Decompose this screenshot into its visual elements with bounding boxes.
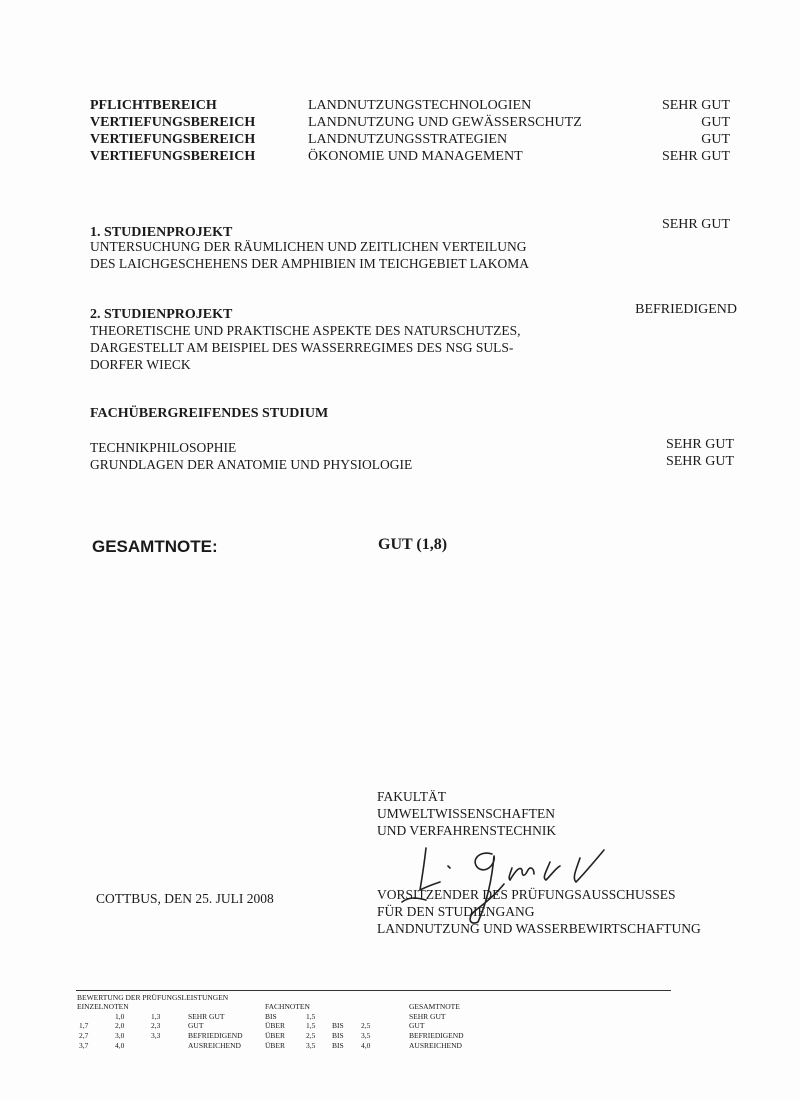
- area-grade: GUT: [701, 115, 730, 130]
- area-module: LANDNUTZUNG UND GEWÄSSERSCHUTZ: [308, 115, 582, 130]
- area-module: LANDNUTZUNGSSTRATEGIEN: [308, 132, 508, 147]
- course-grade: SEHR GUT: [665, 454, 734, 469]
- overall-label: GESAMTNOTE:: [92, 537, 218, 556]
- area-grade: SEHR GUT: [661, 149, 730, 164]
- area-category: VERTIEFUNGSBEREICH: [90, 149, 256, 164]
- legend-cell: 3,0: [115, 1031, 125, 1040]
- area-row: [0, 148, 800, 165]
- legend-cell: BIS: [332, 1031, 344, 1040]
- legend-cell: 3,3: [151, 1031, 161, 1040]
- legend-cell: BEFRIEDIGEND: [188, 1031, 243, 1040]
- legend-divider: [76, 990, 671, 991]
- legend-cell: 1,0: [115, 1012, 125, 1021]
- project-title-line: DES LAICHGESCHEHENS DER AMPHIBIEN IM TEICHGEBIET LAKOMA: [90, 256, 530, 271]
- legend-cell: 2,5: [306, 1031, 316, 1040]
- legend-cell: 2,5: [361, 1021, 371, 1030]
- fachnoten-label: FACHNOTEN: [265, 1002, 310, 1011]
- legend-cell: GUT: [409, 1021, 425, 1030]
- course-grade: SEHR GUT: [665, 437, 734, 452]
- area-grade: GUT: [701, 132, 730, 147]
- course-name: GRUNDLAGEN DER ANATOMIE UND PHYSIOLOGIE: [90, 457, 413, 472]
- project-heading: 2. STUDIENPROJEKT: [90, 307, 233, 322]
- chair-line: LANDNUTZUNG UND WASSERBEWIRTSCHAFTUNG: [377, 921, 701, 936]
- area-row: [0, 114, 800, 131]
- legend-title: BEWERTUNG DER PRÜFUNGSLEISTUNGEN: [77, 993, 229, 1002]
- legend-cell: 3,5: [306, 1041, 316, 1050]
- project-title-line: DARGESTELLT AM BEISPIEL DES WASSERREGIMES DES NSG SULS-: [90, 340, 514, 355]
- legend-cell: 2,7: [79, 1031, 89, 1040]
- legend-cell: ÜBER: [265, 1021, 286, 1030]
- gesamtnote-label: GESAMTNOTE: [409, 1002, 460, 1011]
- einzelnoten-label: EINZELNOTEN: [77, 1002, 129, 1011]
- project-title-line: DORFER WIECK: [90, 357, 191, 372]
- project-grade: SEHR GUT: [661, 217, 730, 232]
- area-module: LANDNUTZUNGSTECHNOLOGIEN: [308, 98, 532, 113]
- place-date: COTTBUS, DEN 25. JULI 2008: [96, 891, 274, 906]
- area-category: VERTIEFUNGSBEREICH: [90, 115, 256, 130]
- legend-cell: 2,0: [115, 1021, 125, 1030]
- legend-cell: BIS: [332, 1021, 344, 1030]
- legend-cell: SEHR GUT: [188, 1012, 225, 1021]
- legend-cell: 3,5: [361, 1031, 371, 1040]
- faculty-line: FAKULTÄT: [377, 789, 447, 804]
- area-row: [0, 97, 800, 114]
- legend-cell: BIS: [332, 1041, 344, 1050]
- project-heading: 1. STUDIENPROJEKT: [90, 225, 233, 240]
- legend-cell: 2,3: [151, 1021, 161, 1030]
- area-category: PFLICHTBEREICH: [90, 98, 217, 113]
- legend-cell: 1,7: [79, 1021, 89, 1030]
- overall-value: GUT (1,8): [378, 536, 448, 553]
- area-category: VERTIEFUNGSBEREICH: [90, 132, 256, 147]
- faculty-line: UMWELTWISSENSCHAFTEN: [377, 806, 556, 821]
- legend-cell: 1,3: [151, 1012, 161, 1021]
- chair-line: FÜR DEN STUDIENGANG: [377, 904, 535, 919]
- legend-cell: GUT: [188, 1021, 204, 1030]
- course-name: TECHNIKPHILOSOPHIE: [90, 440, 237, 455]
- legend-cell: 1,5: [306, 1021, 316, 1030]
- legend-cell: 1,5: [306, 1012, 316, 1021]
- legend-cell: 4,0: [115, 1041, 125, 1050]
- legend-cell: AUSREICHEND: [409, 1041, 462, 1050]
- legend-cell: AUSREICHEND: [188, 1041, 241, 1050]
- faculty-line: UND VERFAHRENSTECHNIK: [377, 823, 557, 838]
- project-title-line: THEORETISCHE UND PRAKTISCHE ASPEKTE DES NATURSCHUTZES,: [90, 323, 521, 338]
- legend-cell: 4,0: [361, 1041, 371, 1050]
- legend-cell: BIS: [265, 1012, 277, 1021]
- legend-cell: SEHR GUT: [409, 1012, 446, 1021]
- project-grade: BEFRIEDIGEND: [635, 302, 737, 317]
- chair-line: VORSITZENDER DES PRÜFUNGSAUSSCHUSSES: [377, 887, 676, 902]
- section-heading: FACHÜBERGREIFENDES STUDIUM: [90, 406, 329, 421]
- legend-cell: ÜBER: [265, 1041, 286, 1050]
- project-title-line: UNTERSUCHUNG DER RÄUMLICHEN UND ZEITLICHEN VERTEILUNG: [90, 239, 527, 254]
- area-row: [0, 131, 800, 148]
- legend-cell: BEFRIEDIGEND: [409, 1031, 464, 1040]
- area-module: ÖKONOMIE UND MANAGEMENT: [308, 149, 523, 164]
- legend-cell: ÜBER: [265, 1031, 286, 1040]
- legend-cell: 3,7: [79, 1041, 89, 1050]
- area-grade: SEHR GUT: [661, 98, 730, 113]
